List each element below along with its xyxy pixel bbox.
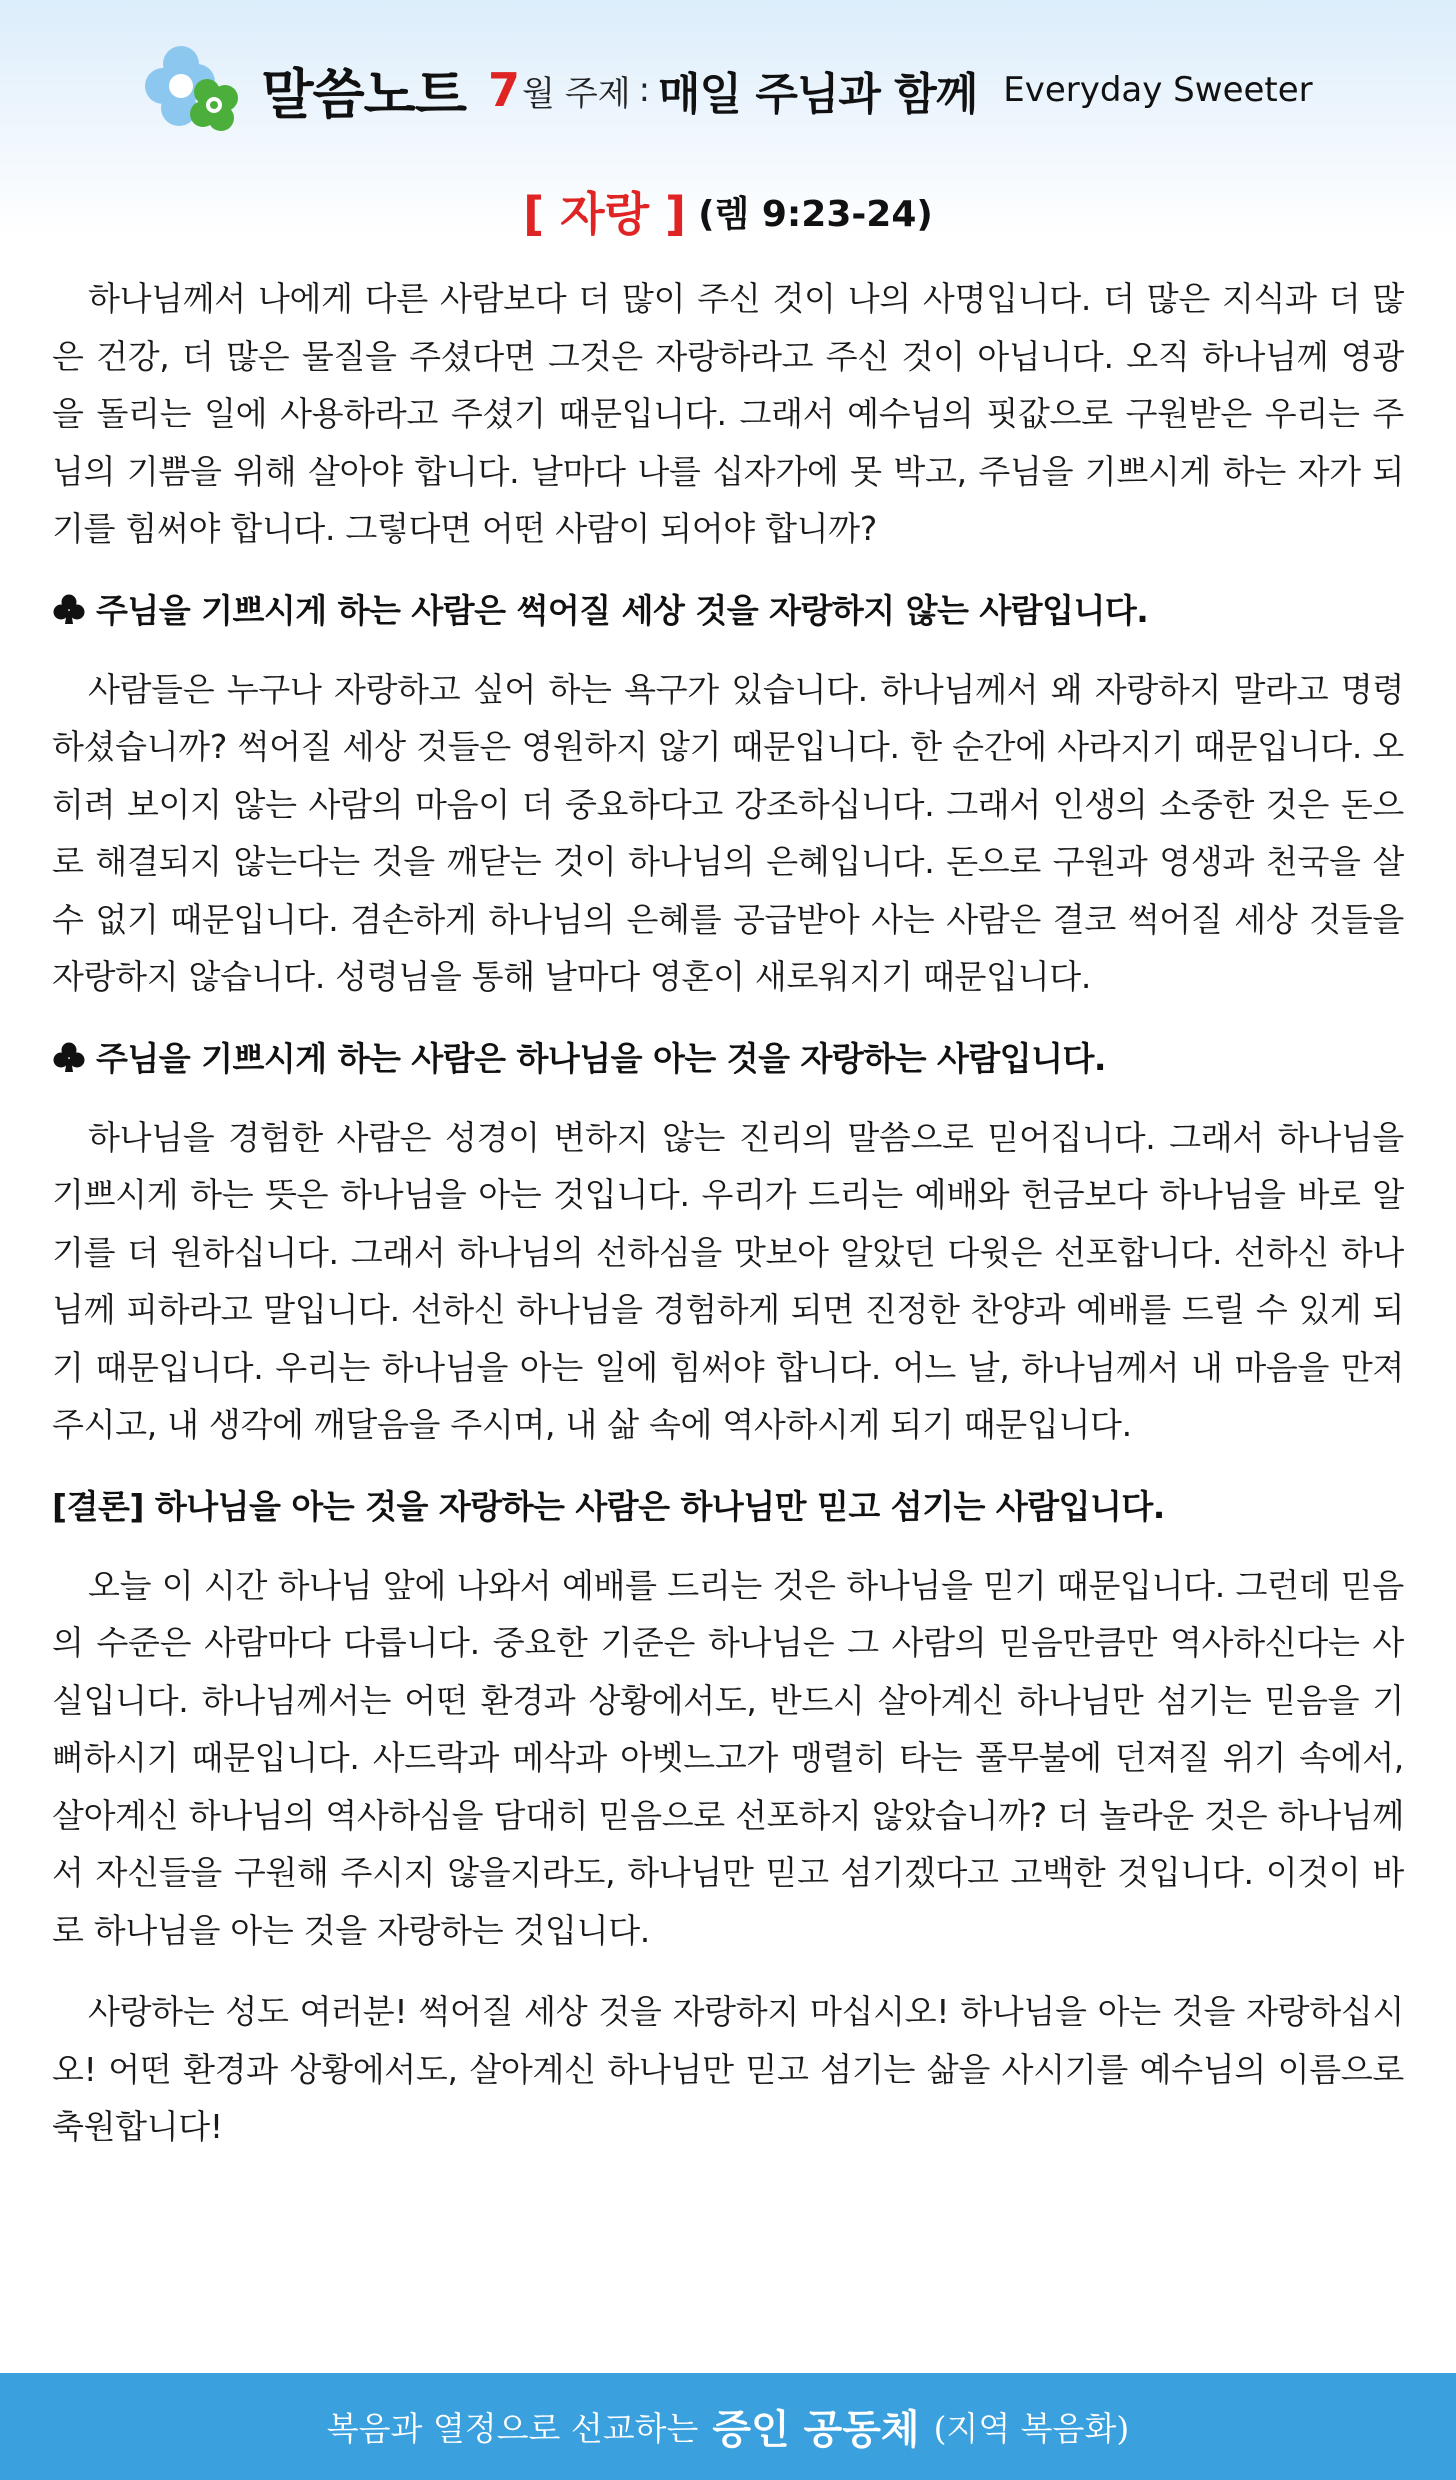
club-suit-icon — [52, 593, 86, 627]
conclusion-heading — [52, 1478, 1404, 1535]
header — [0, 40, 1456, 140]
closing-paragraph: 사랑하는 성도 여러분! 썩어질 세상 것을 자랑하지 마십시오! 하나님을 아는 것을 자랑하십시오! 어떤 환경과 상황에서도, 살아계신 하나님만 믿고 섬기는 삶을 사시기를 예수님의 이름으로 축원합니다! — [52, 1992, 1404, 2146]
intro-paragraph: 하나님께서 나에게 다른 사람보다 더 많이 주신 것이 나의 사명입니다. 더 많은 지식과 더 많은 건강, 더 많은 물질을 주셨다면 그것은 자랑하라고 주신 것이 아닙니다. 오직 하나님께 영광을 돌리는 일에 사용하라고 주셨기 때문입니다. 그래서 예수님의 핏값으로 구원받은 우리는 주님의 기쁨을 위해 살아야 합니다. 날마다 나를 십자가에 못 박고, 주님을 기쁘시게 하는 자가 되기를 힘써야 합니다. 그렇다면 어떤 사람이 되어야 합니까? — [52, 279, 1404, 548]
sermon-body — [52, 270, 1404, 2180]
point2-paragraph: 하나님을 경험한 사람은 성경이 변하지 않는 진리의 말씀으로 믿어집니다. 그래서 하나님을 기쁘시게 하는 뜻은 하나님을 아는 것입니다. 우리가 드리는 예배와 헌금보다 하나님을 바로 알기를 더 원하십니다. 그래서 하나님의 선하심을 맛보아 알았던 다윗은 선포합니다. 선하신 하나님께 피하라고 말입니다. 선하신 하나님을 경험하게 되면 진정한 찬양과 예배를 드릴 수 있게 되기 때문입니다. 우리는 하나님을 아는 일에 힘써야 합니다. 어느 날, 하나님께서 내 마음을 만져주시고, 내 생각에 깨달음을 주시며, 내 삶 속에 역사하시게 되기 때문입니다. — [52, 1117, 1404, 1444]
point1-heading-text: 주님을 기쁘시게 하는 사람은 썩어질 세상 것을 자랑하지 않는 사람입니다. — [96, 590, 1149, 630]
theme-english: Everyday Sweeter — [1003, 70, 1313, 110]
club-suit-icon — [52, 1041, 86, 1075]
theme-label: 주제 — [564, 73, 631, 114]
point1-paragraph: 사람들은 누구나 자랑하고 싶어 하는 욕구가 있습니다. 하나님께서 왜 자랑하지 말라고 명령하셨습니까? 썩어질 세상 것들은 영원하지 않기 때문입니다. 한 순간에 사라지기 때문입니다. 오히려 보이지 않는 사람의 마음이 더 중요하다고 강조하십니다. 그래서 인생의 소중한 것은 돈으로 해결되지 않는다는 것을 깨닫는 것이 하나님의 은혜입니다. 돈으로 구원과 영생과 천국을 살 수 없기 때문입니다. 겸손하게 하나님의 은혜를 공급받아 사는 사람은 결코 썩어질 세상 것들을 자랑하지 않습니다. 성령님을 통해 날마다 영혼이 새로워지기 때문입니다. — [52, 669, 1404, 996]
sermon-title-row — [0, 176, 1456, 246]
footer-prefix: 복음과 열정으로 선교하는 — [326, 2409, 699, 2448]
sermon-topic: [ 자랑 ] — [523, 187, 687, 241]
point1-heading — [52, 582, 1404, 639]
theme-colon: : — [638, 70, 651, 110]
flower-logo-icon — [143, 42, 247, 138]
footer-church-name: 증인 공동체 — [712, 2406, 920, 2453]
scripture-reference: (렘 9:23-24) — [698, 193, 933, 235]
point2-heading-text: 주님을 기쁘시게 하는 사람은 하나님을 아는 것을 자랑하는 사람입니다. — [96, 1038, 1106, 1078]
month-word: 월 — [522, 73, 555, 114]
point2-heading — [52, 1030, 1404, 1087]
brand-title: 말씀노트 — [261, 62, 466, 126]
month-number: 7 — [488, 63, 521, 117]
theme-title: 매일 주님과 함께 — [658, 69, 978, 120]
conclusion-heading-text: [결론] 하나님을 아는 것을 자랑하는 사람은 하나님만 믿고 섬기는 사람입니다. — [52, 1486, 1165, 1526]
conclusion-paragraph: 오늘 이 시간 하나님 앞에 나와서 예배를 드리는 것은 하나님을 믿기 때문입니다. 그런데 믿음의 수준은 사람마다 다릅니다. 중요한 기준은 하나님은 그 사람의 믿음만큼만 역사하신다는 사실입니다. 하나님께서는 어떤 환경과 상황에서도, 반드시 살아계신 하나님만 섬기는 믿음을 기뻐하시기 때문입니다. 사드락과 메삭과 아벳느고가 맹렬히 타는 풀무불에 던져질 위기 속에서, 살아계신 하나님의 역사하심을 담대히 믿음으로 선포하지 않았습니까? 더 놀라운 것은 하나님께서 자신들을 구원해 주시지 않을지라도, 하나님만 믿고 섬기겠다고 고백한 것입니다. 이것이 바로 하나님을 아는 것을 자랑하는 것입니다. — [52, 1565, 1404, 1950]
footer-suffix: (지역 복음화) — [933, 2409, 1130, 2448]
footer-banner — [0, 2373, 1456, 2480]
